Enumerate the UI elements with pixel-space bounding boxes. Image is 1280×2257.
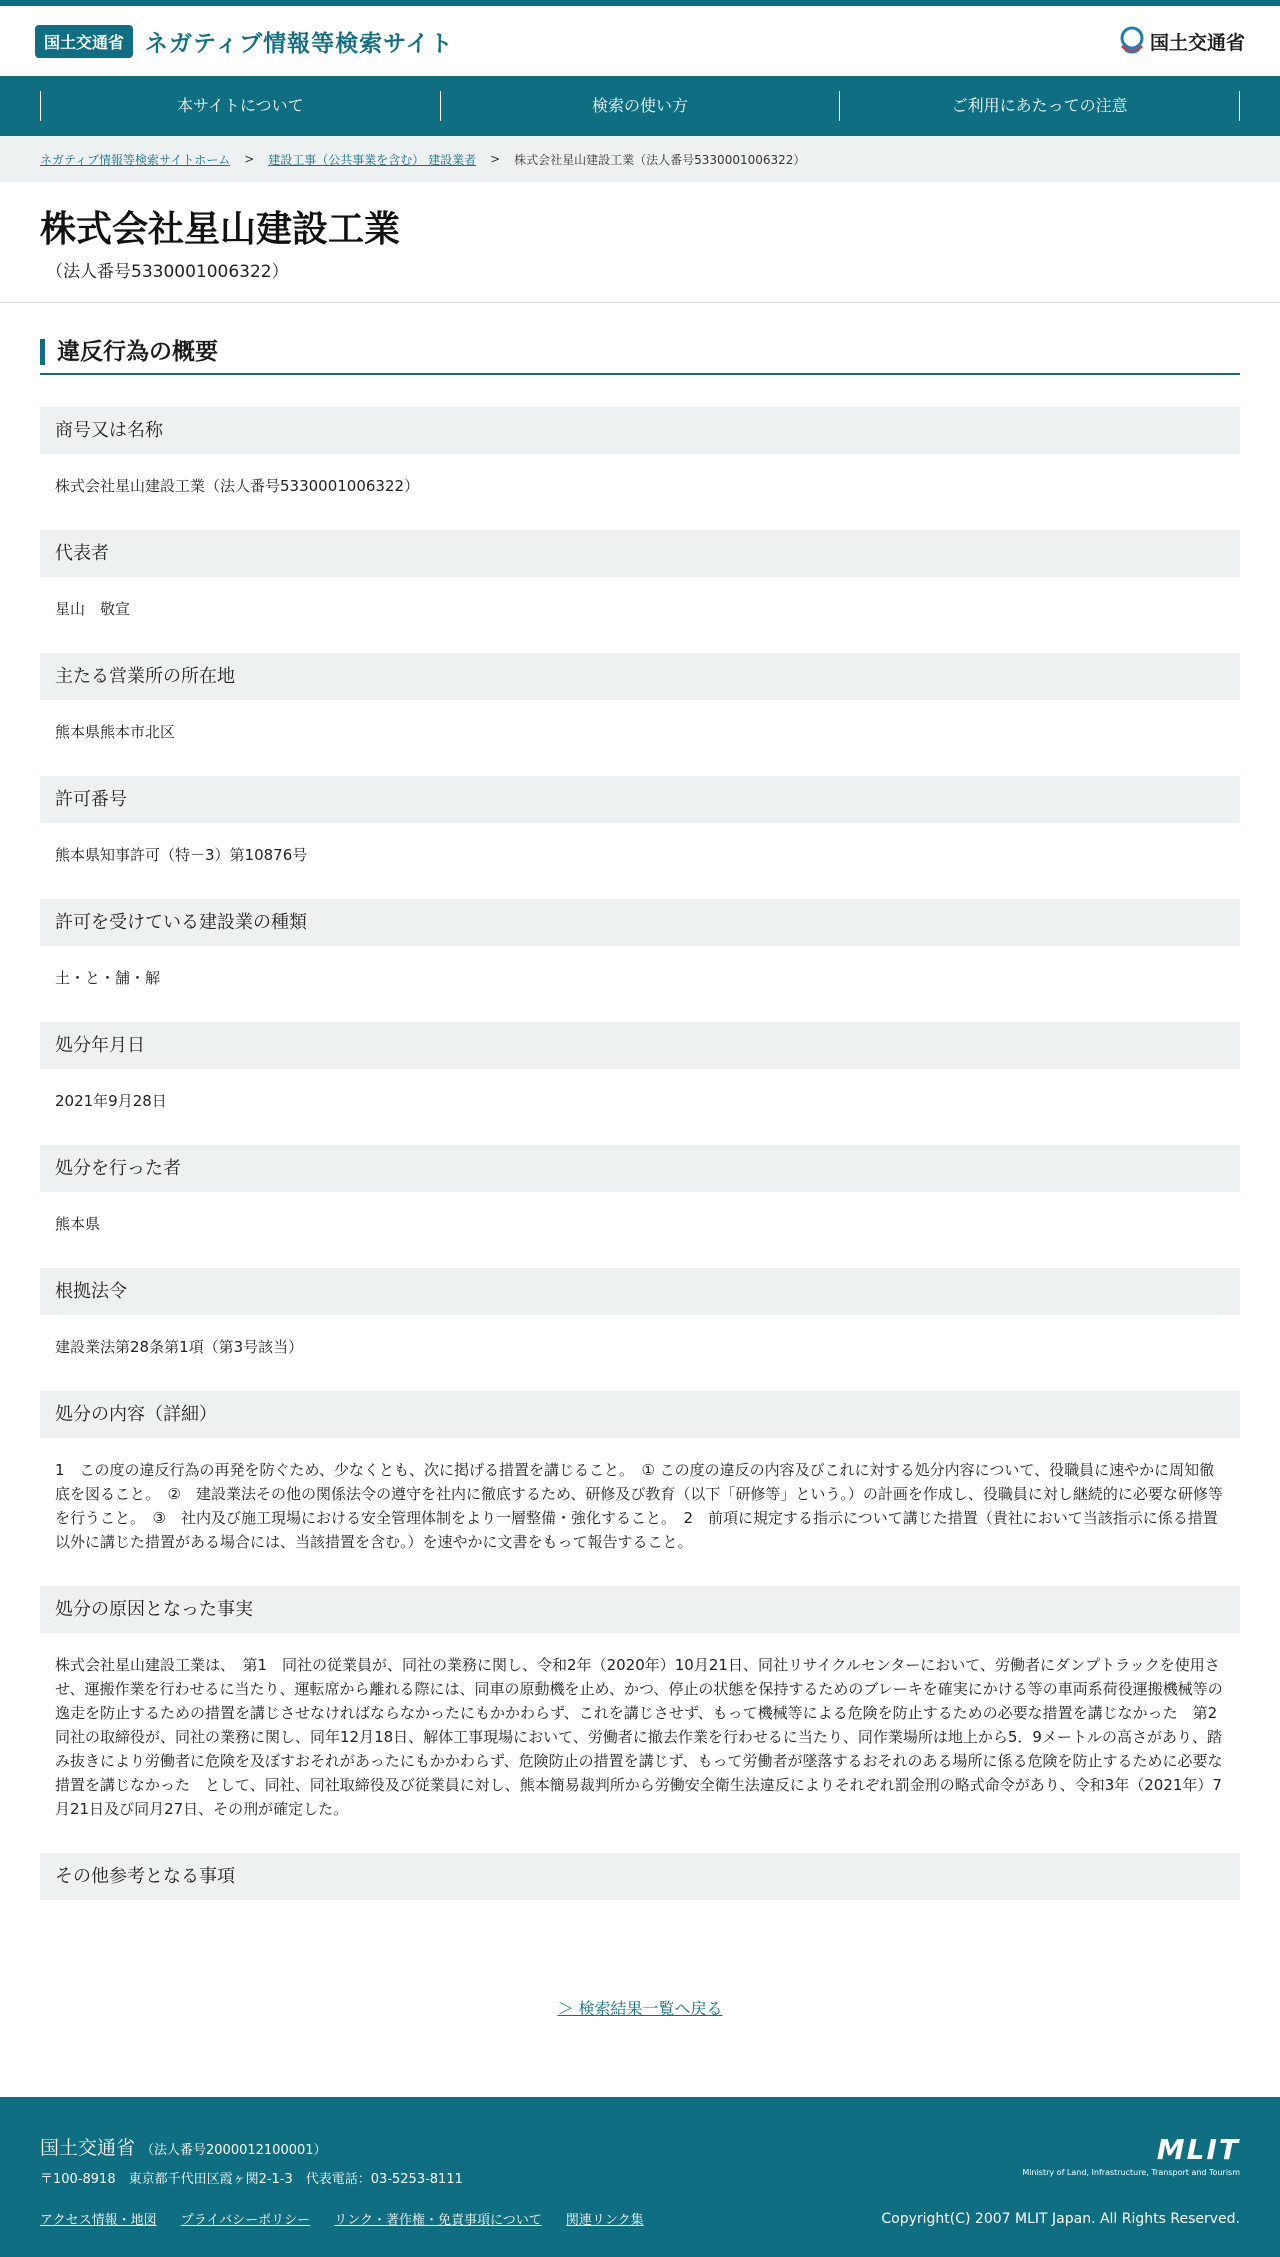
field-value: 建設業法第28条第1項（第3号該当） bbox=[55, 1338, 304, 1357]
field-disposition-details bbox=[40, 1391, 1240, 1554]
field-label: その他参考となる事項 bbox=[40, 1853, 1240, 1900]
field-value: 熊本県知事許可（特－3）第10876号 bbox=[55, 846, 308, 865]
footer-link-copyright[interactable]: リンク・著作権・免責事項について bbox=[334, 2213, 542, 2229]
field-value: 1 この度の違反行為の再発を防ぐため、少なくとも、次に掲げる措置を講じること。 ① この度の違反の内容及びこれに対する処分内容について、役職員に速やかに周知徹底を図ること。 ② 建設業法その他の関係法令の遵守を社内に徹底するため、研修及び教育（以下「研修等」という。）の計画を作成し、役職員に対し継続的に必要な研修等を行うこと。 ③ 社内及び施工現場における安全管理体制をより一層整備・強化すること。 2 前項に規定する指示について講じた措置（貴社において当該指示に係る措置以外に講じた措置がある場合には、当該措置を含む。）を速やかに文書をもって報告すること。 bbox=[55, 1461, 1223, 1552]
mlit-logo-subtitle: Ministry of Land, Infrastructure, Transport and Tourism bbox=[1022, 2168, 1240, 2178]
field-office-location bbox=[40, 653, 1240, 744]
mlit-logo-mark: MLIT bbox=[1156, 2133, 1240, 2167]
field-license-number bbox=[40, 776, 1240, 867]
site-brand-link[interactable] bbox=[35, 25, 454, 58]
field-other-references bbox=[40, 1853, 1240, 1920]
field-legal-basis bbox=[40, 1268, 1240, 1359]
field-value: 熊本県熊本市北区 bbox=[55, 723, 176, 742]
violation-detail-list bbox=[40, 407, 1240, 1920]
mlit-footer-logo bbox=[1022, 2133, 1240, 2177]
breadcrumb-category[interactable]: 建設工事（公共事業を含む） 建設業者 bbox=[268, 152, 477, 167]
footer-link-privacy[interactable]: プライバシーポリシー bbox=[180, 2213, 311, 2229]
field-business-types bbox=[40, 899, 1240, 990]
footer-org-name: 国土交通省 bbox=[40, 2137, 136, 2160]
field-value: 株式会社星山建設工業は、 第1 同社の従業員が、同社の業務に関し、令和2年（2020年）10月21日、同社リサイクルセンターにおいて、労働者にダンプトラックを使用させ、運搬作業を行わせるに当たり、運転席から離れる際には、同車の原動機を止め、かつ、停止の状態を保持するためのブレーキを確実にかける等の車両系荷役運搬機械等の逸走を防止するための措置を講じさせなければならなかったにもかかわらず、これを講じさせず、もって機械等による危険を防止するための必要な措置を講じなかった 第2 同社の取締役が、同社の業務に関し、同年12月18日、解体工事現場において、労働者に撤去作業を行わせるに当たり、同作業場所は地上から5．9メートルの高さがあり、踏み抜きにより労働者に危険を及ぼすおそれがあったにもかかわらず、危険防止の措置を講じず、もって労働者が墜落するおそれのある場所に係る危険を防止するために必要な措置を講じなかった として、同社、同社取締役及び従業員に対し、熊本簡易裁判所から労働安全衛生法違反によりそれぞれ罰金刑の略式命令があり、令和3年（2021年）7月21日及び同月27日、その刑が確定した。 bbox=[55, 1656, 1233, 1819]
section-title: 違反行為の概要 bbox=[40, 339, 1240, 365]
field-cause-facts bbox=[40, 1586, 1240, 1821]
ministry-logo[interactable] bbox=[1118, 26, 1245, 56]
footer-address: 〒100-8918 東京都千代田区霞ヶ関2-1-3 代表電話：03-5253-8111 bbox=[40, 2172, 463, 2188]
ministry-badge: 国土交通省 bbox=[35, 25, 133, 58]
footer-link-access[interactable]: アクセス情報・地図 bbox=[40, 2213, 157, 2229]
footer-org-corp-no: （法人番号2000012100001） bbox=[141, 2143, 327, 2159]
field-disposition-date bbox=[40, 1022, 1240, 1113]
site-footer bbox=[0, 2097, 1280, 2257]
field-label: 商号又は名称 bbox=[40, 407, 1240, 454]
section-heading bbox=[40, 339, 1240, 375]
site-title: ネガティブ情報等検索サイト bbox=[145, 30, 454, 57]
nav-usage-notes[interactable]: ご利用にあたっての注意 bbox=[839, 91, 1240, 121]
breadcrumb bbox=[0, 136, 1280, 182]
site-header bbox=[0, 6, 1280, 76]
breadcrumb-separator: > bbox=[244, 152, 255, 166]
nav-about[interactable]: 本サイトについて bbox=[40, 91, 440, 121]
copyright: Copyright(C) 2007 MLIT Japan. All Rights Reserved. bbox=[881, 2211, 1240, 2228]
field-value: 株式会社星山建設工業（法人番号5330001006322） bbox=[55, 477, 420, 496]
breadcrumb-current: 株式会社星山建設工業（法人番号5330001006322） bbox=[514, 152, 806, 167]
ministry-emblem-icon bbox=[1118, 26, 1146, 56]
field-label: 許可番号 bbox=[40, 776, 1240, 823]
field-label: 処分を行った者 bbox=[40, 1145, 1240, 1192]
field-disposing-authority bbox=[40, 1145, 1240, 1236]
back-to-results-link[interactable]: ＞ 検索結果一覧へ戻る bbox=[557, 1999, 723, 2019]
field-label: 処分の内容（詳細） bbox=[40, 1391, 1240, 1438]
back-link-container bbox=[40, 1996, 1240, 2019]
breadcrumb-separator: > bbox=[490, 152, 501, 166]
main-content bbox=[0, 339, 1280, 2019]
field-value: 土・と・舗・解 bbox=[55, 969, 161, 988]
field-trade-name bbox=[40, 407, 1240, 498]
field-representative bbox=[40, 530, 1240, 621]
nav-how-to-search[interactable]: 検索の使い方 bbox=[440, 91, 840, 121]
footer-link-related[interactable]: 関連リンク集 bbox=[565, 2213, 644, 2229]
field-value: 2021年9月28日 bbox=[55, 1092, 167, 1111]
page-title: 株式会社星山建設工業 bbox=[40, 209, 401, 250]
breadcrumb-home[interactable]: ネガティブ情報等検索サイトホーム bbox=[40, 152, 231, 167]
global-nav bbox=[0, 76, 1280, 136]
field-label: 処分年月日 bbox=[40, 1022, 1240, 1069]
company-heading bbox=[0, 182, 1280, 303]
field-value: 熊本県 bbox=[55, 1215, 101, 1234]
field-label: 根拠法令 bbox=[40, 1268, 1240, 1315]
corporate-number: （法人番号5330001006322） bbox=[46, 262, 289, 283]
field-label: 許可を受けている建設業の種類 bbox=[40, 899, 1240, 946]
field-label: 代表者 bbox=[40, 530, 1240, 577]
field-value: 星山 敬宣 bbox=[55, 600, 131, 619]
ministry-logo-text: 国土交通省 bbox=[1149, 31, 1245, 54]
field-value bbox=[40, 1900, 1240, 1920]
field-label: 主たる営業所の所在地 bbox=[40, 653, 1240, 700]
field-label: 処分の原因となった事実 bbox=[40, 1586, 1240, 1633]
